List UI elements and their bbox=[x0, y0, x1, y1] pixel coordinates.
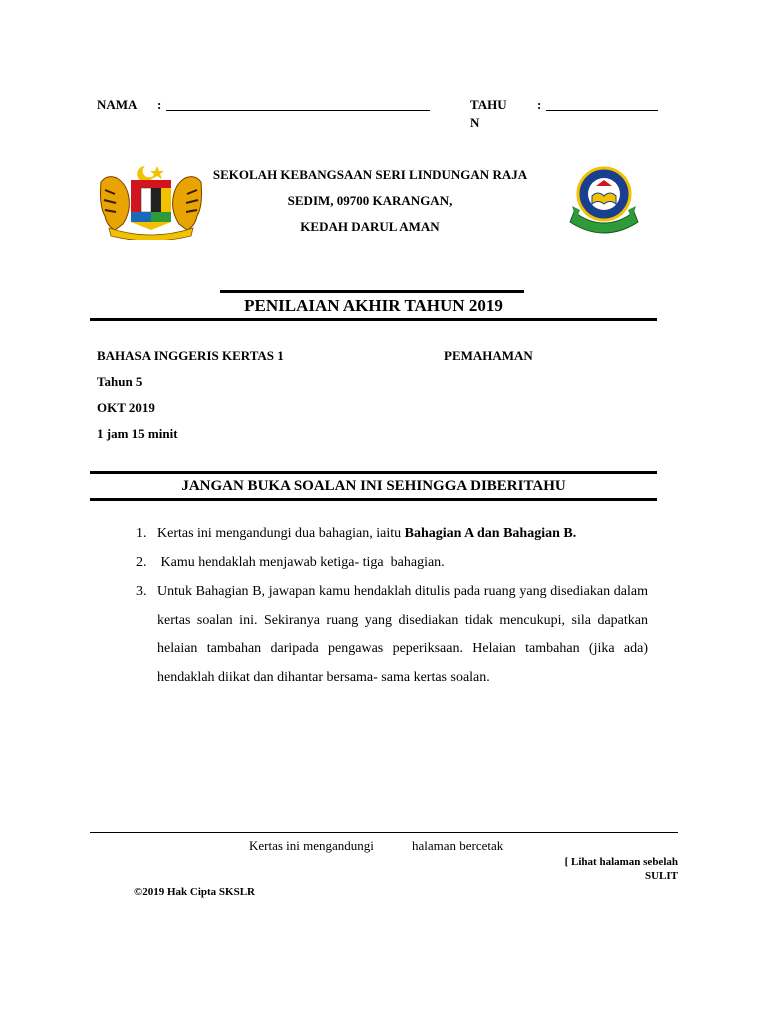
footer-pages-suffix: halaman bercetak bbox=[412, 838, 504, 853]
title-top-rule bbox=[220, 290, 524, 293]
instruction-number: 3. bbox=[136, 584, 147, 599]
footer-pages-text: Kertas ini mengandungi bbox=[249, 838, 374, 853]
school-crest-logo bbox=[566, 162, 642, 242]
year-colon: : bbox=[537, 97, 542, 112]
warning-top-rule bbox=[90, 471, 657, 474]
exam-title: PENILAIAN AKHIR TAHUN 2019 bbox=[244, 296, 503, 315]
exam-year: Tahun 5 bbox=[97, 374, 143, 389]
name-colon: : bbox=[157, 97, 162, 112]
instruction-text: Untuk Bahagian B, jawapan kamu hendaklah ditulis pada ruang yang disediakan dalam kertas soalan ini. Sekiranya ruang yang disediakan tidak mencukupi, sila dapatkan helaian tambahan daripada pengawas peperiksaan. Helaian tambahan (jika ada) hendaklah diikat dan dihantar bersama- sama kertas soalan. bbox=[157, 584, 648, 685]
exam-component: PEMAHAMAN bbox=[444, 348, 533, 363]
instruction-number: 2. bbox=[136, 555, 147, 570]
year-field-line[interactable] bbox=[546, 110, 658, 111]
instruction-item-3 bbox=[136, 578, 648, 692]
instruction-text: Kamu hendaklah menjawab ketiga- tiga bahagian. bbox=[157, 555, 445, 570]
name-label: NAMA bbox=[97, 97, 138, 112]
next-page-note: [ Lihat halaman sebelah bbox=[564, 856, 678, 868]
instruction-text: Kertas ini mengandungi dua bahagian, iaitu bbox=[157, 526, 405, 541]
exam-date: OKT 2019 bbox=[97, 400, 155, 415]
exam-duration: 1 jam 15 minit bbox=[97, 426, 178, 441]
warning-bottom-rule bbox=[90, 498, 657, 501]
instruction-item-2 bbox=[136, 549, 648, 578]
instruction-number: 1. bbox=[136, 526, 147, 541]
school-name: SEKOLAH KEBANGSAAN SERI LINDUNGAN RAJA bbox=[212, 167, 528, 182]
footer-rule bbox=[90, 832, 678, 833]
instruction-bold-text: Bahagian A dan Bahagian B. bbox=[404, 526, 577, 541]
title-bottom-rule bbox=[90, 318, 657, 321]
year-label-wrap: N bbox=[470, 115, 480, 130]
name-field-line[interactable] bbox=[166, 110, 430, 111]
copyright-text: ©2019 Hak Cipta SKSLR bbox=[134, 886, 255, 898]
warning-text: JANGAN BUKA SOALAN INI SEHINGGA DIBERITAHU bbox=[181, 478, 566, 494]
school-address-line2: KEDAH DARUL AMAN bbox=[300, 219, 440, 234]
school-address-line1: SEDIM, 09700 KARANGAN, bbox=[287, 193, 453, 208]
classification-label: SULIT bbox=[644, 870, 678, 882]
year-label: TAHU bbox=[470, 97, 507, 112]
exam-subject: BAHASA INGGERIS KERTAS 1 bbox=[97, 348, 284, 363]
instruction-item-1 bbox=[136, 520, 648, 549]
